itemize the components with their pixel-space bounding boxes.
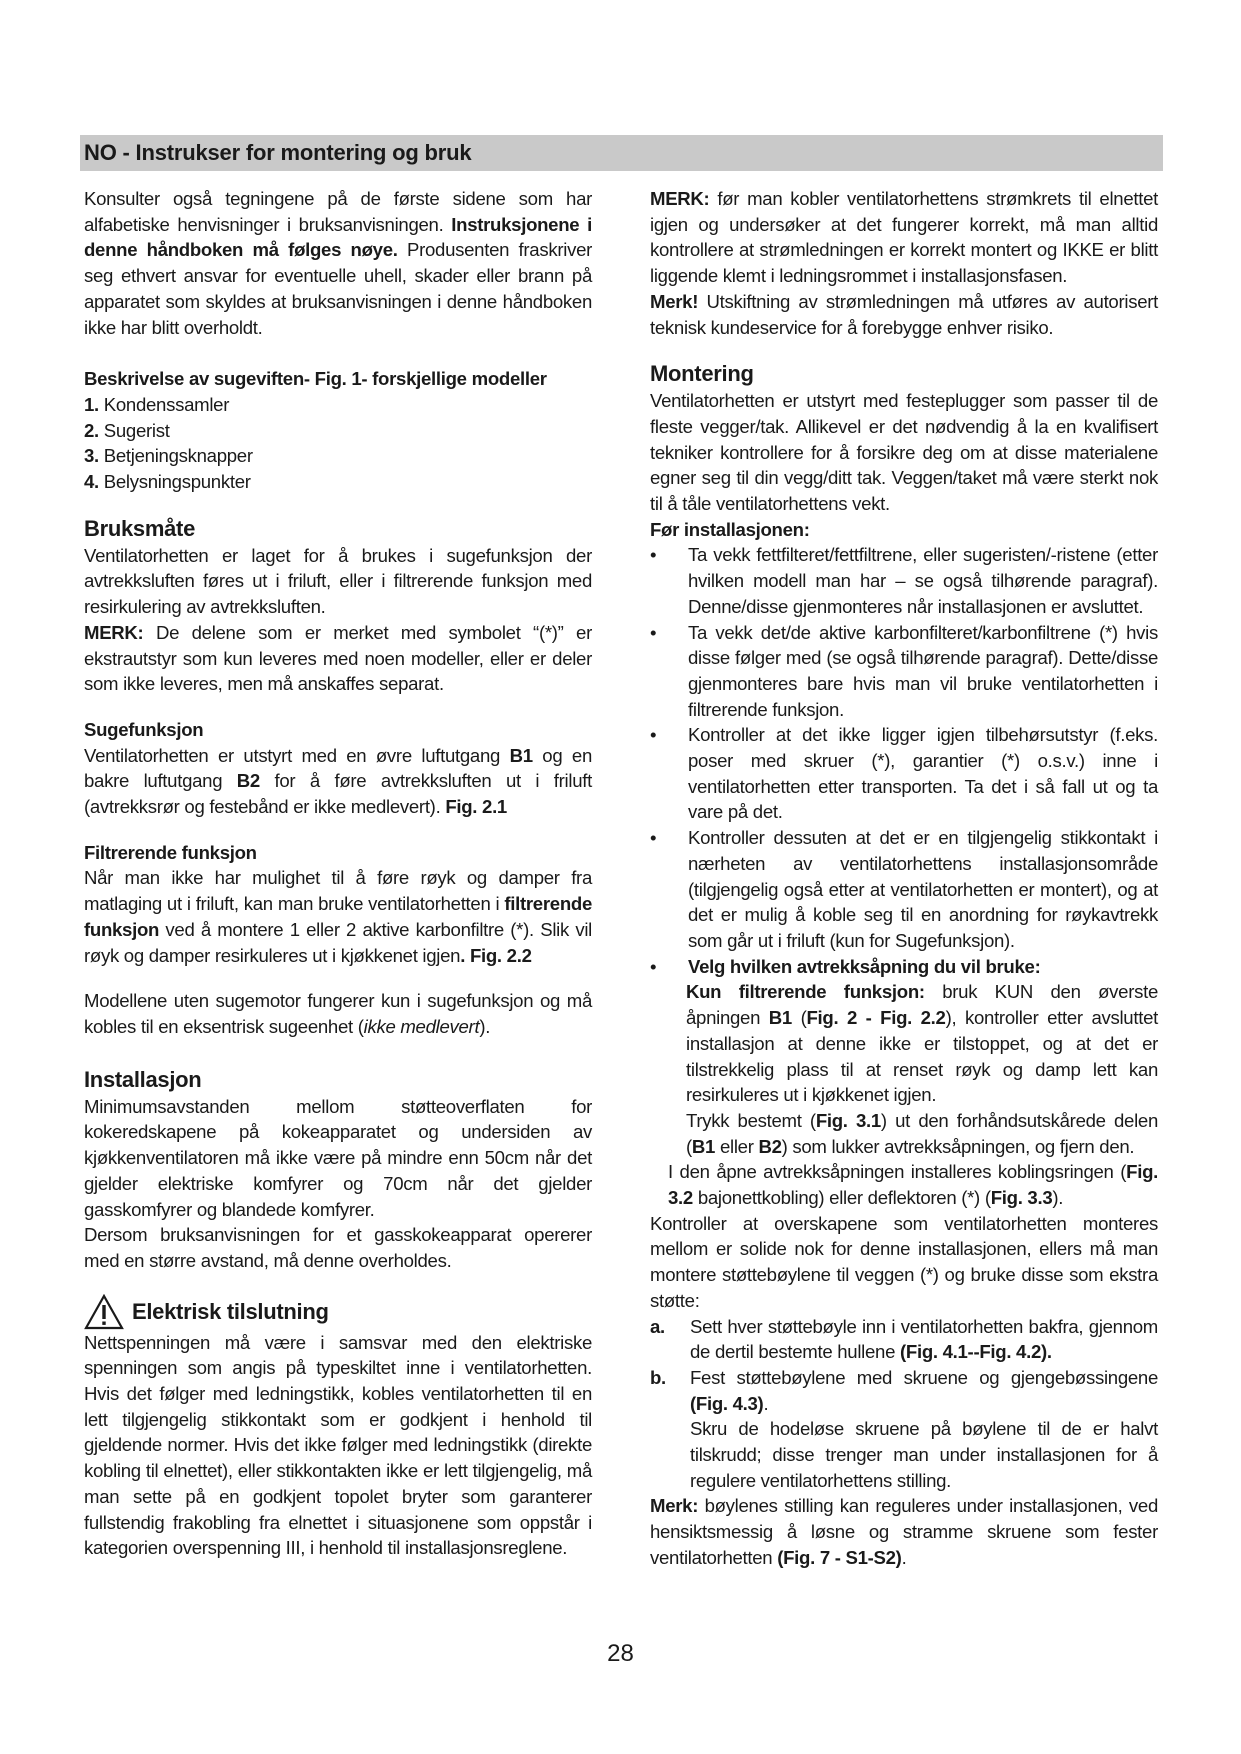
model-paragraph [84,988,592,1039]
note-text: Utskiftning av strømledningen må utføres av autorisert teknisk kundeservice for å forebygge enhver risiko. [650,290,1158,338]
text-run: ( [791,1007,807,1029]
suction-heading: Sugefunksjon [84,718,204,740]
press-paragraph [650,1108,1158,1159]
filter-heading: Filtrerende funksjon [84,841,257,863]
text-run: Modellene uten sugemotor fungerer kun i sugefunksjon og må kobles til en eksentrisk sugeenhet ( [84,990,592,1037]
item-number: 4. [84,471,99,493]
electrical-heading: Elektrisk tilslutning [132,1298,329,1324]
text-run: ). [479,1015,491,1037]
list-item [84,469,592,495]
step-text: Sett hver støttebøyle inn i ventilatorhetten bakfra, gjennom de dertil bestemte hullene [690,1315,1158,1363]
note-cable-paragraph [650,289,1158,340]
list-item [84,443,592,469]
intro-text-2: Produsenten fraskriver seg ethvert ansvar for eventuelle uhell, skader eller brann på apparatet som skyldes at bruksanvisningen i denne håndboken ikke har blitt overholdt. [84,239,592,338]
text-run: bajonettkobling) eller deflektoren (*) ( [692,1187,991,1209]
mounting-heading: Montering [650,361,754,387]
list-item [650,954,1158,980]
outlet-label: B2 [236,770,260,792]
figure-reference: . Fig. 2.2 [460,944,532,966]
section-title-bar [80,135,1163,171]
item-text: Kondenssamler [98,393,230,415]
description-heading: Beskrivelse av sugeviften- Fig. 1- forskjellige modeller [84,368,547,390]
text-run: Trykk bestemt ( [686,1109,816,1131]
step-text-continued: Skru de hodeløse skruene på bøylene til de er halvt tilskrudd; disse trenger man under installasjonen for å regulere ventilatorhettens stilling. [690,1418,1158,1491]
installation-paragraph-1: Minimumsavstanden mellom støtteoverflaten for kokeredskapene på kokeapparatet og undersiden av kjøkkenventilatoren må ikke være på mindre enn 50cm når det gjelder elektriske komfyrer og 70cm når det gjelder gasskomfyrer og blandede komfyrer. [84,1095,592,1220]
text-run: ) ut den forhåndsutskårede delen ( [686,1109,1158,1157]
filter-paragraph [84,865,592,968]
figure-reference: Fig. 2 - Fig. 2.2 [806,1007,946,1029]
usage-paragraph: Ventilatorhetten er laget for å brukes i sugefunksjon der avtrekksluften føres ut i friluft, eller i filtrerende funksjon med resirkulering av avtrekksluften. [84,544,592,618]
list-item: • Kontroller dessuten at det er en tilgjengelig stikkontakt i nærheten av ventilatorhettens installasjonsområde (tilgjengelig også etter at ventilatorhetten er montert), og at det er mulig å koble seg til en anordning for røykavtrekk som går ut i friluft (kun for Sugefunksjon). [650,825,1158,954]
intro-text-1: Konsulter også tegningene på de første sidene som har alfabetiske henvisninger i bruksanvisningen. [84,188,592,235]
text-run: Ventilatorhetten er utstyrt med en øvre luftutgang [84,744,510,766]
page-number: 28 [607,1640,634,1667]
text-run: og en bakre luftutgang [84,744,592,792]
list-item: • Ta vekk det/de aktive karbonfilteret/karbonfiltrene (*) hvis disse følger med (se også tilhørende paragraf). Dette/disse gjenmonteres bare hvis man vil bruke ventilatorhetten i filtrerende funksjon. [650,620,1158,723]
figure-reference: Fig. 3.3 [990,1187,1053,1209]
item-text: Belysningspunkter [98,471,251,493]
step-a [650,1314,1158,1365]
step-text: Fest støttebøylene med skruene og gjengebøssingene [690,1366,1158,1388]
filter-only-paragraph [650,979,1158,1108]
list-item: • Kontroller at det ikke ligger igjen tilbehørsutstyr (f.eks. poser med skruer (*), garantier (*) o.s.v.) inne i ventilatorhetten etter transporten. Ta det i så fall ut og ta vare på det. [650,722,1158,825]
outlet-label: B1 [509,744,533,766]
figure-reference: (Fig. 4.1--Fig. 4.2). [900,1341,1052,1363]
parts-list [84,392,592,495]
bold-item-text: Velg hvilken avtrekksåpning du vil bruke: [688,955,1041,977]
figure-reference: (Fig. 4.3) [690,1392,764,1414]
outlet-label: B1 [691,1135,716,1157]
text-run: ), kontroller etter avsluttet installasjon at denne ikke er tilstoppet, og at det er tilstrekkelig plass til at renset røyk og damp lett kan resirkuleres ut i kjøkkenet igjen. [686,1007,1158,1106]
electrical-paragraph: Nettspenningen må være i samsvar med den elektriske spenningen som angis på typeskiltet inne i ventilatorhetten. Hvis det følger med ledningstikk, kobles ventilatorhetten til en lett tilgjengelig stikkontakt som er godkjent i henhold til gjeldende normer. Hvis det ikke følger med ledningstikk (direkte kobling til elnettet), eller stikkontakten ikke er lett tilgjengelig, må man sette på en godkjent topolet bryter som garanterer fullstendig frakobling fra elnettet i situasjonene som oppstår i kategorien overspenning III, i henhold til installasjonsreglene. [84,1331,592,1559]
item-number: 2. [84,419,99,441]
text-run: . [763,1392,769,1414]
text-run: for å føre avtrekksluften ut i friluft (avtrekksrør og festebånd er ikke medlevert). [84,770,592,818]
suction-paragraph [84,743,592,820]
text-run: ) som lukker avtrekksåpningen, og fjern den. [781,1135,1135,1157]
note-text: før man kobler ventilatorhettens strømkrets til elnettet igjen og undersøker at det fungerer korrekt, må man alltid kontrollere at strømledningen er korrekt montert og IKKE er blitt liggende klemt i ledningsrommet i installasjonsfasen. [650,188,1158,287]
item-text: Sugerist [98,419,170,441]
electrical-heading-row [84,1294,592,1330]
outlet-label: B2 [758,1135,782,1157]
warning-icon [84,1294,124,1330]
adjust-note-paragraph [650,1493,1158,1570]
italic-term: ikke medlevert [363,1015,480,1037]
figure-reference: Fig. 2.1 [445,796,507,818]
usage-note [84,620,592,697]
text-run: ved å montere 1 eller 2 aktive karbonfiltre (*). Slik vil røyk og damper resirkuleres ut i kjøkkenet igjen [84,918,592,966]
note-text: bøylenes stilling kan reguleres under installasjonen, ved hensiktsmessig å løsne og stramme skruene som fester ventilatorhetten [650,1495,1158,1568]
note-label: Merk! [650,290,699,312]
installation-heading: Installasjon [84,1066,202,1092]
right-column [650,186,1158,1571]
text-run: I den åpne avtrekksåpningen installeres koblingsringen ( [668,1161,1127,1183]
list-item: • Ta vekk fettfilteret/fettfiltrene, eller sugeristen/-ristene (etter hvilken modell man har – se også tilhørende paragraf). Denne/disse gjenmonteres når installasjonen er avsluttet. [650,542,1158,619]
outlet-label: B1 [768,1007,792,1029]
figure-reference: (Fig. 7 - S1-S2) [777,1546,902,1568]
text-run: . [901,1546,907,1568]
note-label: MERK: [650,188,710,209]
text-run: eller [715,1135,759,1157]
step-label: a. [650,1315,665,1337]
usage-heading: Bruksmåte [84,515,196,541]
intro-bold-text: Instruksjonene i denne håndboken må følges nøye. [84,213,592,261]
mounting-paragraph: Ventilatorhetten er utstyrt med festeplugger som passer til de fleste vegger/tak. Allikevel er det nødvendig å la en kvalifisert tekniker kontrollere for å forsikre deg om at disse materialene egner seg til din vegg/ditt tak. Veggen/taket må være sterkt nok til å tåle ventilatorhettens vekt. [650,390,1158,515]
text-run: Når man ikke har mulighet til å føre røyk og damper fra matlaging ut i friluft, kan man bruke ventilatorhetten i [84,867,592,915]
list-item [84,418,592,444]
page-title: NO - Instrukser for montering og bruk [84,140,472,165]
step-b [650,1365,1158,1494]
note-label: MERK: [84,621,144,643]
bold-term: Kun filtrerende funksjon: [686,981,925,1003]
cabinet-check-paragraph: Kontroller at overskapene som ventilatorhetten monteres mellom er solide nok for denne installasjonen, ellers må man montere støttebøylene til veggen (*) og bruke disse som ekstra støtte: [650,1212,1158,1311]
item-number: 3. [84,445,99,467]
item-text: Betjeningsknapper [98,445,253,467]
intro-paragraph [84,186,592,340]
open-outlet-paragraph [650,1159,1158,1210]
left-column [84,186,592,1561]
step-label: b. [650,1366,666,1388]
before-install-heading: Før installasjonen: [650,518,810,540]
note-label: Merk: [650,1495,699,1517]
figure-reference: Fig. 3.2 [668,1161,1158,1209]
bold-term: filtrerende funksjon [84,893,592,940]
before-install-list [650,542,1158,979]
text-run: bruk KUN den øverste åpningen [686,981,1158,1029]
figure-reference: Fig. 3.1 [815,1109,881,1131]
installation-paragraph-2: Dersom bruksanvisningen for et gasskokeapparat opererer med en større avstand, må denne overholdes. [84,1224,592,1271]
item-number: 1. [84,393,99,415]
list-item [84,392,592,418]
text-run: ). [1052,1187,1064,1209]
note-power-paragraph [650,186,1158,289]
note-text: De delene som er merket med symbolet “(*)” er ekstrautstyr som kun leveres med noen modeller, eller er deler som ikke leveres, men må anskaffes separat. [84,621,592,695]
